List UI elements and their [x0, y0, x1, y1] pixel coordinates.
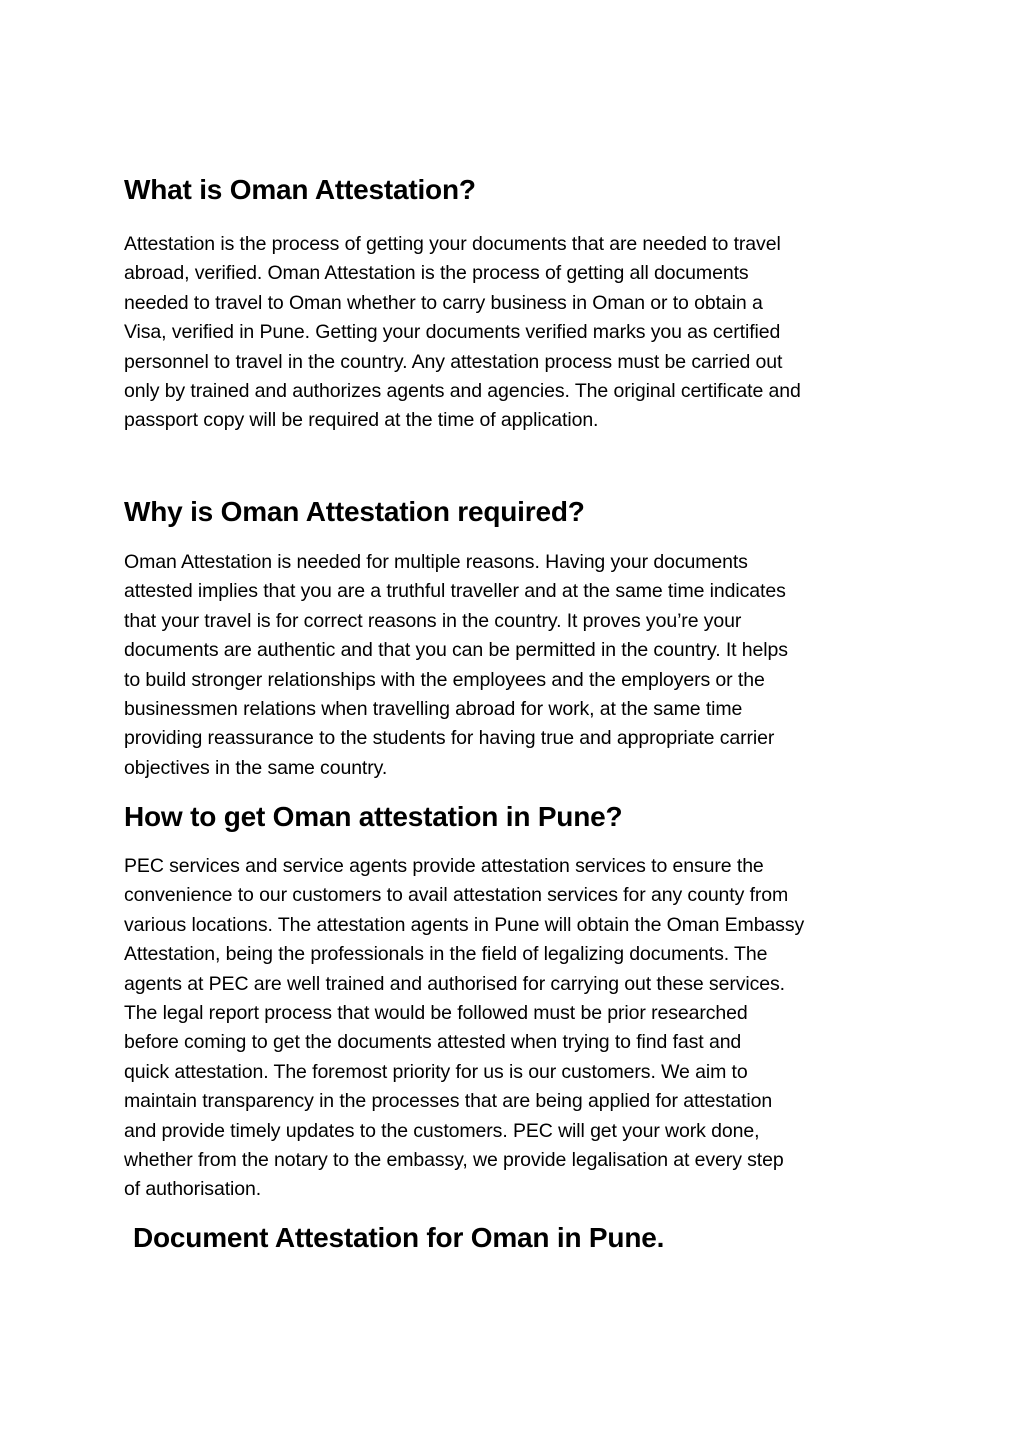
paragraph-line: abroad, verified. Oman Attestation is the process of getting all documents	[124, 262, 749, 285]
paragraph-line: documents are authentic and that you can be permitted in the country. It helps	[124, 639, 788, 662]
section-paragraph-how-to-get	[124, 852, 914, 1205]
paragraph-line: Attestation is the process of getting your documents that are needed to travel	[124, 233, 781, 255]
paragraph-line: whether from the notary to the embassy, we provide legalisation at every step	[124, 1149, 784, 1172]
section-heading-what-is: What is Oman Attestation?	[124, 174, 476, 205]
paragraph-line: providing reassurance to the students for having true and appropriate carrier	[124, 727, 775, 750]
paragraph-line: Visa, verified in Pune. Getting your documents verified marks you as certified	[124, 321, 781, 344]
paragraph-line: quick attestation. The foremost priority for us is our customers. We aim to	[124, 1060, 748, 1083]
section-heading-document-attestation: Document Attestation for Oman in Pune.	[133, 1222, 665, 1253]
section-paragraph-what-is	[124, 230, 914, 436]
paragraph-line: that your travel is for correct reasons in the country. It proves you’re your	[124, 609, 742, 632]
paragraph-line: needed to travel to Oman whether to carry business in Oman or to obtain a	[124, 291, 763, 314]
paragraph-line: attested implies that you are a truthful traveller and at the same time indicates	[124, 580, 786, 603]
section-heading-how-to-get: How to get Oman attestation in Pune?	[124, 801, 623, 832]
paragraph-line: objectives in the same country.	[124, 756, 388, 779]
paragraph-line: The legal report process that would be followed must be prior researched	[124, 1002, 748, 1025]
paragraph-line: before coming to get the documents attested when trying to find fast and	[124, 1031, 742, 1054]
paragraph-line: to build stronger relationships with the employees and the employers or the	[124, 668, 765, 691]
paragraph-line: various locations. The attestation agents in Pune will obtain the Oman Embassy	[124, 913, 805, 936]
paragraph-line: agents at PEC are well trained and authorised for carrying out these services.	[124, 972, 785, 995]
paragraph-line: Attestation, being the professionals in the field of legalizing documents. The	[124, 943, 768, 966]
paragraph-line: personnel to travel in the country. Any attestation process must be carried out	[124, 350, 783, 373]
paragraph-line: convenience to our customers to avail attestation services for any county from	[124, 884, 789, 907]
paragraph-line: and provide timely updates to the customers. PEC will get your work done,	[124, 1119, 760, 1142]
paragraph-line: maintain transparency in the processes that are being applied for attestation	[124, 1090, 773, 1113]
section-paragraph-why-required	[124, 548, 914, 783]
section-heading-why-required: Why is Oman Attestation required?	[124, 496, 585, 527]
paragraph-line: of authorisation.	[124, 1178, 262, 1201]
paragraph-line: passport copy will be required at the time of application.	[124, 409, 599, 432]
paragraph-line: businessmen relations when travelling abroad for work, at the same time	[124, 698, 743, 721]
paragraph-line: only by trained and authorizes agents and agencies. The original certificate and	[124, 380, 801, 403]
paragraph-line: PEC services and service agents provide attestation services to ensure the	[124, 855, 764, 877]
paragraph-line: Oman Attestation is needed for multiple reasons. Having your documents	[124, 551, 748, 573]
